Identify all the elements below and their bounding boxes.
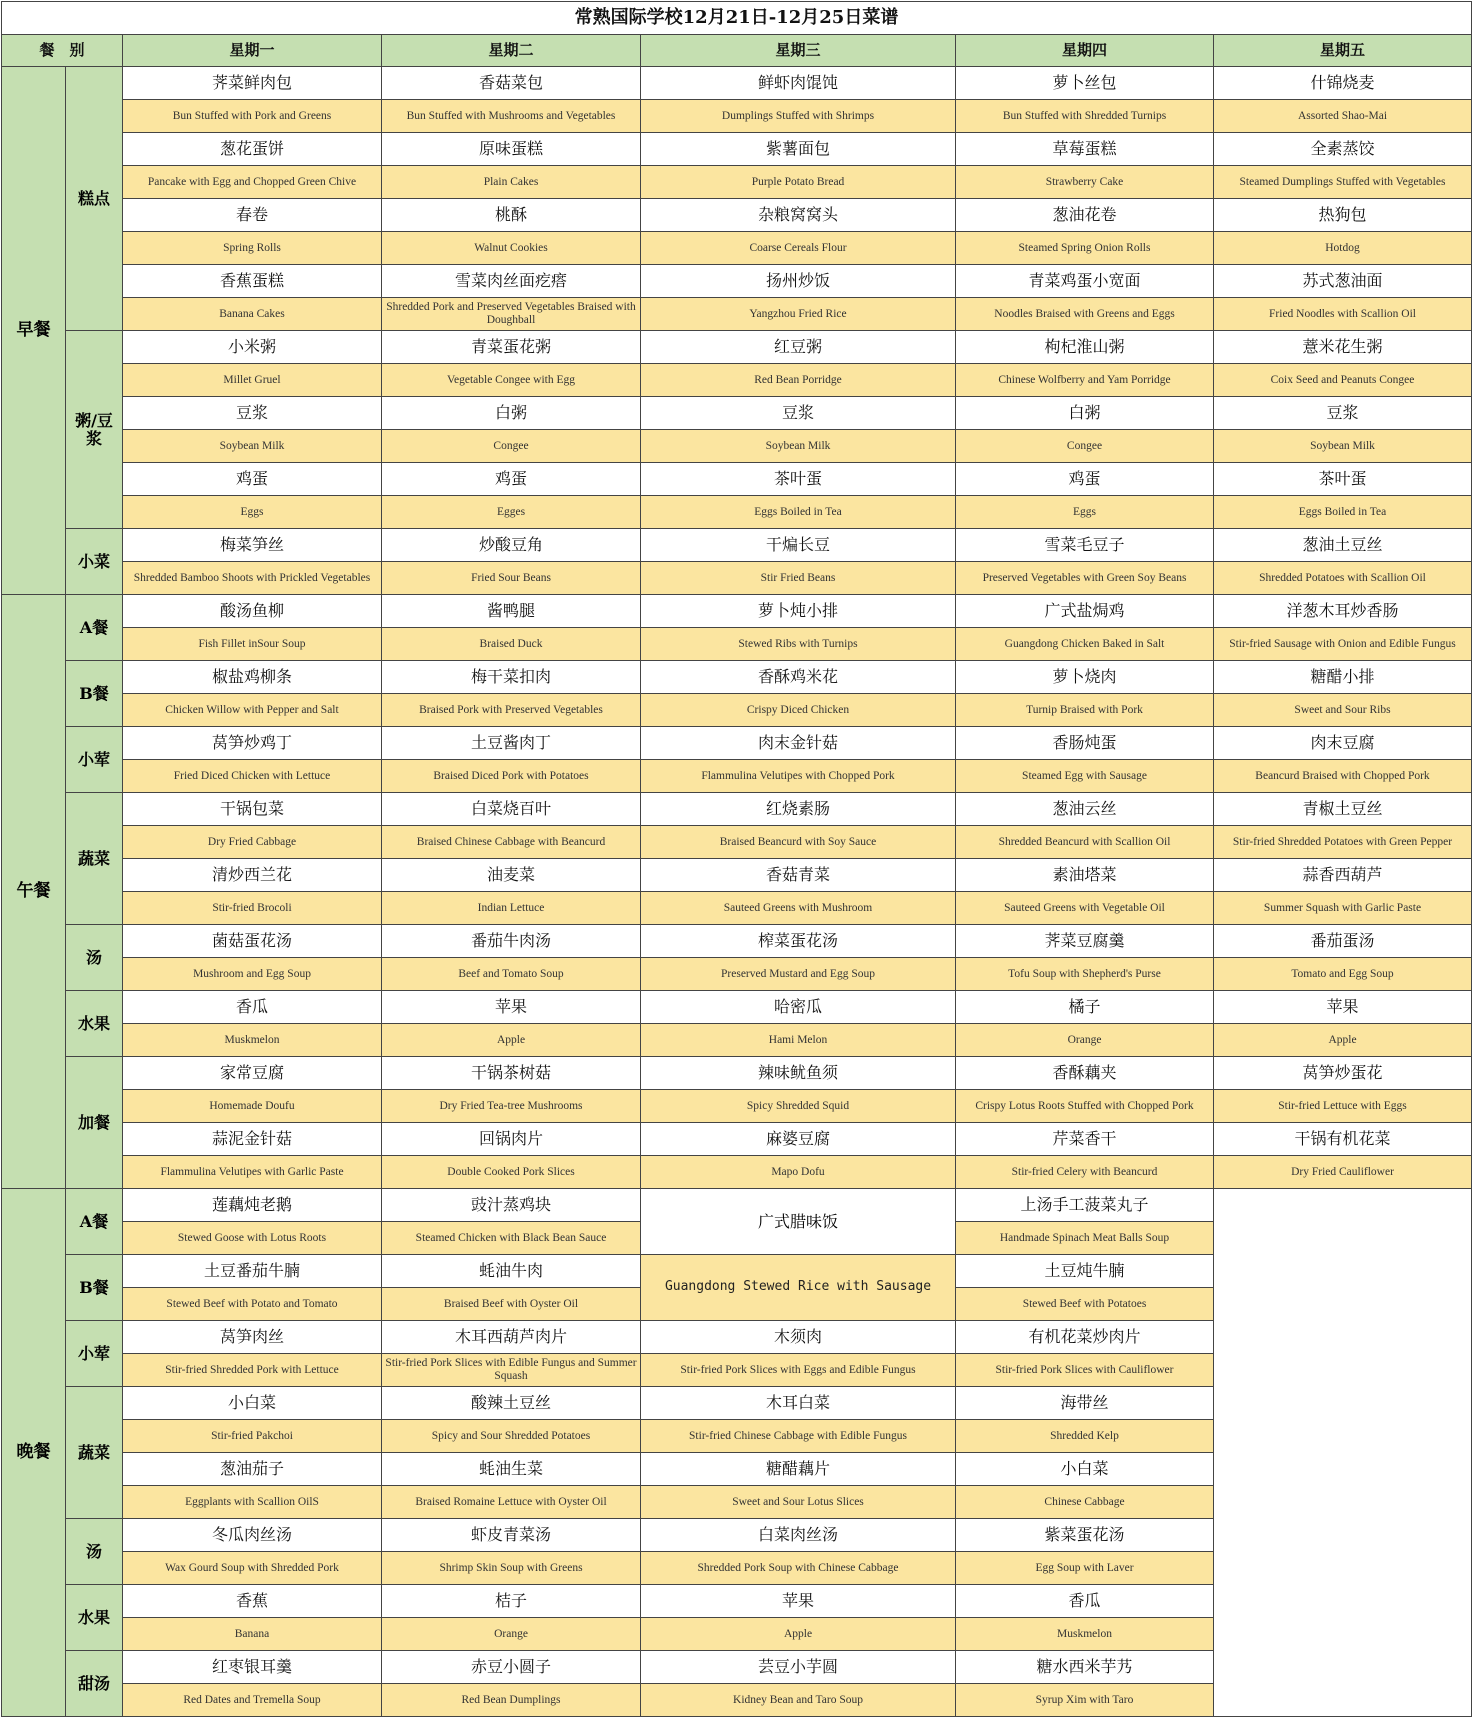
dish-name-english: Steamed Egg with Sausage xyxy=(956,760,1214,793)
dish-name-chinese: 热狗包 xyxy=(1214,199,1472,232)
dish-name-chinese: 全素蒸饺 xyxy=(1214,133,1472,166)
dish-name-english: Coix Seed and Peanuts Congee xyxy=(1214,364,1472,397)
dish-name-chinese: 清炒西兰花 xyxy=(123,859,382,892)
dish-name-english: Tofu Soup with Shepherd's Purse xyxy=(956,958,1214,991)
category-label: A餐 xyxy=(66,1189,123,1255)
dish-name-chinese: 白菜烧百叶 xyxy=(382,793,641,826)
menu-row-chinese xyxy=(2,463,1472,496)
dish-name-english: Egg Soup with Laver xyxy=(956,1552,1214,1585)
dish-name-english: Bun Stuffed with Shredded Turnips xyxy=(956,100,1214,133)
dish-name-chinese: 鸡蛋 xyxy=(382,463,641,496)
menu-row-chinese xyxy=(2,265,1472,298)
dish-name-english: Yangzhou Fried Rice xyxy=(641,298,956,331)
dish-name-chinese: 红豆粥 xyxy=(641,331,956,364)
dish-name-chinese: 葱油土豆丝 xyxy=(1214,529,1472,562)
dish-name-chinese: 酱鸭腿 xyxy=(382,595,641,628)
dish-name-chinese: 木耳白菜 xyxy=(641,1387,956,1420)
menu-row-chinese xyxy=(2,133,1472,166)
dish-name-chinese: 萝卜丝包 xyxy=(956,67,1214,100)
dish-name-chinese: 蒜泥金针菇 xyxy=(123,1123,382,1156)
dish-name-chinese: 土豆炖牛腩 xyxy=(956,1255,1214,1288)
dish-name-english: Stir-fried Pork Slices with Edible Fungus and Summer Squash xyxy=(382,1354,641,1387)
dish-name-english: Chinese Wolfberry and Yam Porridge xyxy=(956,364,1214,397)
dish-name-chinese: 香酥鸡米花 xyxy=(641,661,956,694)
dish-name-english: Stir-fried Sausage with Onion and Edible Fungus xyxy=(1214,628,1472,661)
menu-row-english xyxy=(2,892,1472,925)
dish-name-chinese: 酸辣土豆丝 xyxy=(382,1387,641,1420)
dish-name-chinese: 桔子 xyxy=(382,1585,641,1618)
dish-name-english: Bun Stuffed with Mushrooms and Vegetables xyxy=(382,100,641,133)
dish-name-english: Eggs Boiled in Tea xyxy=(641,496,956,529)
dish-name-chinese: 鲜虾肉馄饨 xyxy=(641,67,956,100)
dish-name-english: Apple xyxy=(1214,1024,1472,1057)
menu-row-english xyxy=(2,496,1472,529)
dish-name-chinese: 番茄蛋汤 xyxy=(1214,925,1472,958)
category-label: 小荤 xyxy=(66,727,123,793)
dish-name-chinese: 葱油云丝 xyxy=(956,793,1214,826)
dish-name-chinese: 干锅包菜 xyxy=(123,793,382,826)
dish-name-english: Sweet and Sour Lotus Slices xyxy=(641,1486,956,1519)
dish-name-english: Stewed Beef with Potatoes xyxy=(956,1288,1214,1321)
dish-name-chinese: 榨菜蛋花汤 xyxy=(641,925,956,958)
menu-table xyxy=(1,1,1472,1717)
dish-name-english: Red Dates and Tremella Soup xyxy=(123,1684,382,1717)
meal-label: 午餐 xyxy=(2,595,66,1189)
dish-name-english: Bun Stuffed with Pork and Greens xyxy=(123,100,382,133)
dish-name-chinese: 橘子 xyxy=(956,991,1214,1024)
dish-name-chinese: 萝卜炖小排 xyxy=(641,595,956,628)
dish-name-english: Pancake with Egg and Chopped Green Chive xyxy=(123,166,382,199)
dish-name-chinese: 芹菜香干 xyxy=(956,1123,1214,1156)
dish-name-english: Apple xyxy=(382,1024,641,1057)
dish-name-english: Fish Fillet inSour Soup xyxy=(123,628,382,661)
menu-row-english xyxy=(2,826,1472,859)
dish-name-chinese: 炒酸豆角 xyxy=(382,529,641,562)
dish-name-chinese: 葱油花卷 xyxy=(956,199,1214,232)
dish-name-chinese: 酸汤鱼柳 xyxy=(123,595,382,628)
dish-name-english: Spicy Shredded Squid xyxy=(641,1090,956,1123)
dish-name-chinese: 什锦烧麦 xyxy=(1214,67,1472,100)
menu-row-chinese xyxy=(2,331,1472,364)
dish-name-english: Crispy Lotus Roots Stuffed with Chopped Pork xyxy=(956,1090,1214,1123)
dish-name-chinese: 香蕉蛋糕 xyxy=(123,265,382,298)
category-label: 糕点 xyxy=(66,67,123,331)
menu-row-english xyxy=(2,760,1472,793)
dish-name-english: Red Bean Porridge xyxy=(641,364,956,397)
menu-row-english xyxy=(2,364,1472,397)
dish-name-english: Stewed Ribs with Turnips xyxy=(641,628,956,661)
dish-name-chinese: 桃酥 xyxy=(382,199,641,232)
dish-name-english: Chicken Willow with Pepper and Salt xyxy=(123,694,382,727)
dish-name-english: Stir-fried Pork Slices with Cauliflower xyxy=(956,1354,1214,1387)
menu-row-chinese xyxy=(2,991,1472,1024)
dish-name-chinese: 雪菜毛豆子 xyxy=(956,529,1214,562)
dish-name-chinese: 麻婆豆腐 xyxy=(641,1123,956,1156)
dish-name-chinese: 香菇青菜 xyxy=(641,859,956,892)
dish-name-chinese: 葱花蛋饼 xyxy=(123,133,382,166)
dish-name-english: Stewed Goose with Lotus Roots xyxy=(123,1222,382,1255)
dish-name-english: Shredded Bamboo Shoots with Prickled Vegetables xyxy=(123,562,382,595)
menu-row-english xyxy=(2,562,1472,595)
dish-name-english: Spring Rolls xyxy=(123,232,382,265)
dish-name-english: Banana xyxy=(123,1618,382,1651)
dish-name-english: Mapo Dofu xyxy=(641,1156,956,1189)
dish-name-chinese: 干煸长豆 xyxy=(641,529,956,562)
dish-name-chinese: 糖醋小排 xyxy=(1214,661,1472,694)
dish-name-chinese: 虾皮青菜汤 xyxy=(382,1519,641,1552)
dish-name-english: Crispy Diced Chicken xyxy=(641,694,956,727)
dish-name-english: Shredded Pork Soup with Chinese Cabbage xyxy=(641,1552,956,1585)
dish-name-english: Stir-fried Pakchoi xyxy=(123,1420,382,1453)
category-label: B餐 xyxy=(66,661,123,727)
dish-name-english: Flammulina Velutipes with Garlic Paste xyxy=(123,1156,382,1189)
category-label: 甜汤 xyxy=(66,1651,123,1717)
dish-name-english: Dry Fried Cauliflower xyxy=(1214,1156,1472,1189)
dish-name-chinese: 木耳西葫芦肉片 xyxy=(382,1321,641,1354)
menu-row-chinese xyxy=(2,199,1472,232)
dish-name-english: Eggplants with Scallion OilS xyxy=(123,1486,382,1519)
category-label: 蔬菜 xyxy=(66,1387,123,1519)
dish-name-english: Stir-fried Lettuce with Eggs xyxy=(1214,1090,1472,1123)
menu-row-english xyxy=(2,1156,1472,1189)
dish-name-chinese: 油麦菜 xyxy=(382,859,641,892)
dish-name-english: Egges xyxy=(382,496,641,529)
category-label: 加餐 xyxy=(66,1057,123,1189)
dish-name-chinese: 梅干菜扣肉 xyxy=(382,661,641,694)
dish-name-english: Congee xyxy=(956,430,1214,463)
dish-name-chinese: 豆浆 xyxy=(641,397,956,430)
dish-name-english: Wax Gourd Soup with Shredded Pork xyxy=(123,1552,382,1585)
menu-row-chinese xyxy=(2,925,1472,958)
dish-name-english: Apple xyxy=(641,1618,956,1651)
dish-name-chinese: 豉汁蒸鸡块 xyxy=(382,1189,641,1222)
dish-name-english: Flammulina Velutipes with Chopped Pork xyxy=(641,760,956,793)
menu-row-english xyxy=(2,1024,1472,1057)
dish-name-chinese: 香瓜 xyxy=(956,1585,1214,1618)
menu-row-chinese xyxy=(2,661,1472,694)
dish-name-chinese: 木须肉 xyxy=(641,1321,956,1354)
menu-row-chinese xyxy=(2,397,1472,430)
dish-name-english: Dry Fried Cabbage xyxy=(123,826,382,859)
dish-name-english: Braised Beancurd with Soy Sauce xyxy=(641,826,956,859)
dish-name-english: Sauteed Greens with Mushroom xyxy=(641,892,956,925)
dish-name-english: Spicy and Sour Shredded Potatoes xyxy=(382,1420,641,1453)
dish-name-english: Fried Diced Chicken with Lettuce xyxy=(123,760,382,793)
dish-name-chinese: 莴笋肉丝 xyxy=(123,1321,382,1354)
menu-row-english xyxy=(2,166,1472,199)
dish-name-chinese: 香瓜 xyxy=(123,991,382,1024)
category-label: 小菜 xyxy=(66,529,123,595)
menu-row-chinese xyxy=(2,67,1472,100)
dish-name-chinese: 蚝油牛肉 xyxy=(382,1255,641,1288)
dish-name-chinese: 紫菜蛋花汤 xyxy=(956,1519,1214,1552)
dish-name-chinese: 番茄牛肉汤 xyxy=(382,925,641,958)
dish-name-english: Braised Duck xyxy=(382,628,641,661)
dish-name-english: Preserved Mustard and Egg Soup xyxy=(641,958,956,991)
dish-name-chinese: 家常豆腐 xyxy=(123,1057,382,1090)
menu-row-english xyxy=(2,958,1472,991)
dish-name-chinese: 小白菜 xyxy=(123,1387,382,1420)
dish-name-chinese: 上汤手工菠菜丸子 xyxy=(956,1189,1214,1222)
dish-name-chinese: 广式腊味饭 xyxy=(641,1189,956,1255)
category-label: 汤 xyxy=(66,925,123,991)
dish-name-english: Syrup Xim with Taro xyxy=(956,1684,1214,1717)
dish-name-english: Stewed Beef with Potato and Tomato xyxy=(123,1288,382,1321)
dish-name-chinese: 荠菜豆腐羹 xyxy=(956,925,1214,958)
dish-name-chinese: 萝卜烧肉 xyxy=(956,661,1214,694)
dish-name-chinese: 青菜鸡蛋小宽面 xyxy=(956,265,1214,298)
dish-name-english: Shredded Pork and Preserved Vegetables Braised with Doughball xyxy=(382,298,641,331)
dish-name-english: Steamed Chicken with Black Bean Sauce xyxy=(382,1222,641,1255)
dish-name-english: Plain Cakes xyxy=(382,166,641,199)
dish-name-english: Braised Romaine Lettuce with Oyster Oil xyxy=(382,1486,641,1519)
menu-row-chinese xyxy=(2,1189,1472,1222)
empty-cell xyxy=(1214,1189,1472,1717)
menu-row-english xyxy=(2,1090,1472,1123)
dish-name-chinese: 春卷 xyxy=(123,199,382,232)
dish-name-chinese: 红枣银耳羹 xyxy=(123,1651,382,1684)
dish-name-english: Assorted Shao-Mai xyxy=(1214,100,1472,133)
dish-name-chinese: 青菜蛋花粥 xyxy=(382,331,641,364)
dish-name-english: Steamed Spring Onion Rolls xyxy=(956,232,1214,265)
dish-name-chinese: 豆浆 xyxy=(123,397,382,430)
category-label: 水果 xyxy=(66,991,123,1057)
dish-name-english: Dumplings Stuffed with Shrimps xyxy=(641,100,956,133)
dish-name-chinese: 原味蛋糕 xyxy=(382,133,641,166)
dish-name-chinese: 荠菜鲜肉包 xyxy=(123,67,382,100)
dish-name-english: Braised Chinese Cabbage with Beancurd xyxy=(382,826,641,859)
menu-row-english xyxy=(2,100,1472,133)
menu-row-chinese xyxy=(2,727,1472,760)
dish-name-chinese: 辣味鱿鱼须 xyxy=(641,1057,956,1090)
category-label: 水果 xyxy=(66,1585,123,1651)
dish-name-english: Guangdong Chicken Baked in Salt xyxy=(956,628,1214,661)
dish-name-english: Congee xyxy=(382,430,641,463)
dish-name-chinese: 广式盐焗鸡 xyxy=(956,595,1214,628)
dish-name-chinese: 枸杞淮山粥 xyxy=(956,331,1214,364)
dish-name-chinese: 蚝油生菜 xyxy=(382,1453,641,1486)
dish-name-english: Orange xyxy=(382,1618,641,1651)
dish-name-chinese: 莴笋炒蛋花 xyxy=(1214,1057,1472,1090)
dish-name-chinese: 鸡蛋 xyxy=(123,463,382,496)
dish-name-chinese: 肉末金针菇 xyxy=(641,727,956,760)
dish-name-english: Shredded Potatoes with Scallion Oil xyxy=(1214,562,1472,595)
dish-name-chinese: 土豆番茄牛腩 xyxy=(123,1255,382,1288)
dish-name-chinese: 素油塔菜 xyxy=(956,859,1214,892)
dish-name-chinese: 茶叶蛋 xyxy=(1214,463,1472,496)
dish-name-english: Beancurd Braised with Chopped Pork xyxy=(1214,760,1472,793)
dish-name-chinese: 芸豆小芋圆 xyxy=(641,1651,956,1684)
dish-name-english: Braised Diced Pork with Potatoes xyxy=(382,760,641,793)
dish-name-english: Hami Melon xyxy=(641,1024,956,1057)
dish-name-chinese: 草莓蛋糕 xyxy=(956,133,1214,166)
dish-name-english: Orange xyxy=(956,1024,1214,1057)
dish-name-english: Indian Lettuce xyxy=(382,892,641,925)
dish-name-chinese: 干锅茶树菇 xyxy=(382,1057,641,1090)
dish-name-chinese: 鸡蛋 xyxy=(956,463,1214,496)
dish-name-english: Eggs xyxy=(123,496,382,529)
dish-name-chinese: 苏式葱油面 xyxy=(1214,265,1472,298)
dish-name-chinese: 海带丝 xyxy=(956,1387,1214,1420)
day-header: 星期五 xyxy=(1214,35,1472,67)
day-header: 星期三 xyxy=(641,35,956,67)
dish-name-chinese: 莴笋炒鸡丁 xyxy=(123,727,382,760)
dish-name-chinese: 梅菜笋丝 xyxy=(123,529,382,562)
dish-name-english: Shrimp Skin Soup with Greens xyxy=(382,1552,641,1585)
dish-name-english: Braised Pork with Preserved Vegetables xyxy=(382,694,641,727)
dish-name-chinese: 洋葱木耳炒香肠 xyxy=(1214,595,1472,628)
dish-name-chinese: 扬州炒饭 xyxy=(641,265,956,298)
dish-name-english: Stir-fried Shredded Pork with Lettuce xyxy=(123,1354,382,1387)
meal-type-header: 餐 别 xyxy=(2,35,123,67)
dish-name-chinese: 雪菜肉丝面疙瘩 xyxy=(382,265,641,298)
page-title: 常熟国际学校12月21日-12月25日菜谱 xyxy=(2,2,1472,35)
dish-name-english: Soybean Milk xyxy=(1214,430,1472,463)
day-header: 星期二 xyxy=(382,35,641,67)
dish-name-english: Red Bean Dumplings xyxy=(382,1684,641,1717)
menu-row-chinese xyxy=(2,529,1472,562)
dish-name-english: Walnut Cookies xyxy=(382,232,641,265)
dish-name-chinese: 菌菇蛋花汤 xyxy=(123,925,382,958)
dish-name-english: Sweet and Sour Ribs xyxy=(1214,694,1472,727)
category-label: A餐 xyxy=(66,595,123,661)
dish-name-chinese: 白菜肉丝汤 xyxy=(641,1519,956,1552)
dish-name-english: Shredded Kelp xyxy=(956,1420,1214,1453)
dish-name-english: Stir-fried Shredded Potatoes with Green Pepper xyxy=(1214,826,1472,859)
menu-row-chinese xyxy=(2,1123,1472,1156)
dish-name-chinese: 莲藕炖老鹅 xyxy=(123,1189,382,1222)
dish-name-english: Coarse Cereals Flour xyxy=(641,232,956,265)
dish-name-english: Summer Squash with Garlic Paste xyxy=(1214,892,1472,925)
dish-name-chinese: 冬瓜肉丝汤 xyxy=(123,1519,382,1552)
dish-name-english: Sauteed Greens with Vegetable Oil xyxy=(956,892,1214,925)
dish-name-chinese: 香蕉 xyxy=(123,1585,382,1618)
day-header: 星期四 xyxy=(956,35,1214,67)
dish-name-chinese: 白粥 xyxy=(956,397,1214,430)
dish-name-chinese: 紫薯面包 xyxy=(641,133,956,166)
menu-row-chinese xyxy=(2,793,1472,826)
dish-name-english: Steamed Dumplings Stuffed with Vegetables xyxy=(1214,166,1472,199)
dish-name-chinese: 肉末豆腐 xyxy=(1214,727,1472,760)
menu-row-english xyxy=(2,430,1472,463)
dish-name-chinese: 糖水西米芋艿 xyxy=(956,1651,1214,1684)
dish-name-chinese: 苹果 xyxy=(641,1585,956,1618)
dish-name-english: Tomato and Egg Soup xyxy=(1214,958,1472,991)
dish-name-english: Stir-fried Brocoli xyxy=(123,892,382,925)
dish-name-english: Stir Fried Beans xyxy=(641,562,956,595)
menu-row-english xyxy=(2,628,1472,661)
category-label: 蔬菜 xyxy=(66,793,123,925)
dish-name-english: Chinese Cabbage xyxy=(956,1486,1214,1519)
menu-row-english xyxy=(2,694,1472,727)
dish-name-english: Banana Cakes xyxy=(123,298,382,331)
dish-name-english: Dry Fried Tea-tree Mushrooms xyxy=(382,1090,641,1123)
dish-name-english: Muskmelon xyxy=(956,1618,1214,1651)
dish-name-english: Fried Sour Beans xyxy=(382,562,641,595)
dish-name-chinese: 糖醋藕片 xyxy=(641,1453,956,1486)
dish-name-chinese: 苹果 xyxy=(1214,991,1472,1024)
dish-name-english: Fried Noodles with Scallion Oil xyxy=(1214,298,1472,331)
dish-name-chinese: 葱油茄子 xyxy=(123,1453,382,1486)
category-label: B餐 xyxy=(66,1255,123,1321)
dish-name-english: Double Cooked Pork Slices xyxy=(382,1156,641,1189)
dish-name-english: Homemade Doufu xyxy=(123,1090,382,1123)
dish-name-english: Soybean Milk xyxy=(641,430,956,463)
dish-name-english: Millet Gruel xyxy=(123,364,382,397)
dish-name-chinese: 回锅肉片 xyxy=(382,1123,641,1156)
category-label: 粥/豆浆 xyxy=(66,331,123,529)
dish-name-chinese: 薏米花生粥 xyxy=(1214,331,1472,364)
dish-name-english: Mushroom and Egg Soup xyxy=(123,958,382,991)
dish-name-english: Eggs xyxy=(956,496,1214,529)
dish-name-english: Beef and Tomato Soup xyxy=(382,958,641,991)
dish-name-english: Purple Potato Bread xyxy=(641,166,956,199)
menu-row-chinese xyxy=(2,859,1472,892)
category-label: 汤 xyxy=(66,1519,123,1585)
dish-name-chinese: 香菇菜包 xyxy=(382,67,641,100)
dish-name-english: Strawberry Cake xyxy=(956,166,1214,199)
dish-name-english: Braised Beef with Oyster Oil xyxy=(382,1288,641,1321)
dish-name-english: Turnip Braised with Pork xyxy=(956,694,1214,727)
dish-name-english: Preserved Vegetables with Green Soy Beans xyxy=(956,562,1214,595)
dish-name-english: Vegetable Congee with Egg xyxy=(382,364,641,397)
dish-name-english: Shredded Beancurd with Scallion Oil xyxy=(956,826,1214,859)
dish-name-chinese: 土豆酱肉丁 xyxy=(382,727,641,760)
dish-name-chinese: 蒜香西葫芦 xyxy=(1214,859,1472,892)
dish-name-chinese: 香肠炖蛋 xyxy=(956,727,1214,760)
dish-name-chinese: 赤豆小圆子 xyxy=(382,1651,641,1684)
dish-name-english: Soybean Milk xyxy=(123,430,382,463)
dish-name-english: Muskmelon xyxy=(123,1024,382,1057)
dish-name-english: Guangdong Stewed Rice with Sausage xyxy=(641,1255,956,1321)
dish-name-english: Stir-fried Pork Slices with Eggs and Edible Fungus xyxy=(641,1354,956,1387)
dish-name-chinese: 小白菜 xyxy=(956,1453,1214,1486)
dish-name-chinese: 豆浆 xyxy=(1214,397,1472,430)
dish-name-chinese: 苹果 xyxy=(382,991,641,1024)
dish-name-english: Kidney Bean and Taro Soup xyxy=(641,1684,956,1717)
menu-row-english xyxy=(2,232,1472,265)
dish-name-chinese: 红烧素肠 xyxy=(641,793,956,826)
dish-name-english: Stir-fried Celery with Beancurd xyxy=(956,1156,1214,1189)
dish-name-english: Hotdog xyxy=(1214,232,1472,265)
dish-name-chinese: 有机花菜炒肉片 xyxy=(956,1321,1214,1354)
dish-name-chinese: 白粥 xyxy=(382,397,641,430)
dish-name-english: Noodles Braised with Greens and Eggs xyxy=(956,298,1214,331)
menu-row-chinese xyxy=(2,595,1472,628)
meal-label: 晚餐 xyxy=(2,1189,66,1717)
dish-name-chinese: 杂粮窝窝头 xyxy=(641,199,956,232)
dish-name-chinese: 小米粥 xyxy=(123,331,382,364)
dish-name-chinese: 椒盐鸡柳条 xyxy=(123,661,382,694)
dish-name-chinese: 青椒土豆丝 xyxy=(1214,793,1472,826)
dish-name-chinese: 哈密瓜 xyxy=(641,991,956,1024)
dish-name-english: Eggs Boiled in Tea xyxy=(1214,496,1472,529)
dish-name-chinese: 香酥藕夹 xyxy=(956,1057,1214,1090)
day-header: 星期一 xyxy=(123,35,382,67)
dish-name-english: Handmade Spinach Meat Balls Soup xyxy=(956,1222,1214,1255)
category-label: 小荤 xyxy=(66,1321,123,1387)
meal-label: 早餐 xyxy=(2,67,66,595)
dish-name-english: Stir-fried Chinese Cabbage with Edible Fungus xyxy=(641,1420,956,1453)
dish-name-chinese: 干锅有机花菜 xyxy=(1214,1123,1472,1156)
menu-row-english xyxy=(2,298,1472,331)
menu-row-chinese xyxy=(2,1057,1472,1090)
dish-name-chinese: 茶叶蛋 xyxy=(641,463,956,496)
